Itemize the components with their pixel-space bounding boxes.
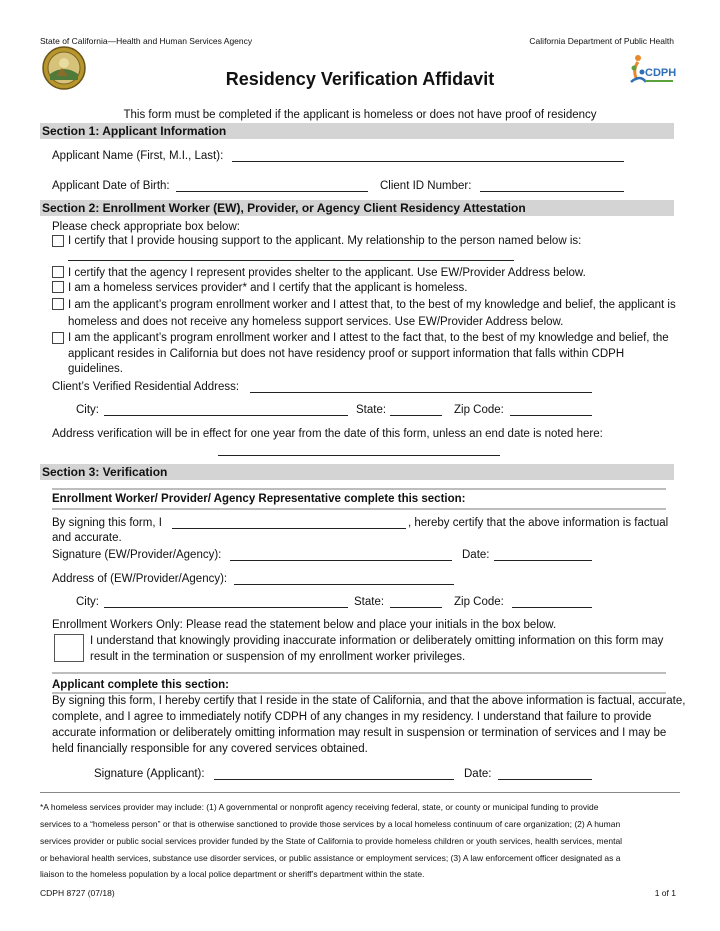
verification-note: Address verification will be in effect for one year from the date of this form, unless an end date is noted here: <box>52 428 603 440</box>
ew-name-field[interactable] <box>172 528 406 529</box>
divider <box>52 508 666 510</box>
footnote-line1: *A homeless services provider may include: (1) A governmental or nonprofit agency receiving federal, state, or county or municipal funding to provide <box>40 802 599 812</box>
form-intro: This form must be completed if the applicant is homeless or does not have proof of residency <box>123 109 597 121</box>
enrollment-worker-resident-label-line1: I am the applicant’s program enrollment worker and I attest to the fact that, to the best of my knowledge and belief, the <box>68 332 669 344</box>
ew-signing-text-line2: and accurate. <box>52 532 122 544</box>
applicant-dob-label: Applicant Date of Birth: <box>52 180 170 192</box>
ew-state-label: State: <box>354 596 385 608</box>
ew-signing-text-start: By signing this form, I <box>52 517 162 529</box>
ew-address-field[interactable] <box>234 584 454 585</box>
ew-statement-line1: I understand that knowingly providing inaccurate information or deliberately omitting information on this form may <box>90 635 664 647</box>
ew-zip-label: Zip Code: <box>454 596 504 608</box>
ew-section-heading: Enrollment Worker/ Provider/ Agency Representative complete this section: <box>52 493 466 505</box>
agency-right: California Department of Public Health <box>529 36 674 46</box>
footnote-divider <box>40 792 680 793</box>
homeless-provider-checkbox[interactable] <box>52 281 64 293</box>
enrollment-worker-homeless-label-line2: homeless and does not receive any homeless support services. Use EW/Provider Address below. <box>68 316 564 328</box>
agency-shelter-checkbox[interactable] <box>52 266 64 278</box>
applicant-signature-field[interactable] <box>214 779 454 780</box>
initials-box[interactable] <box>54 634 84 662</box>
ew-only-instruction: Enrollment Workers Only: Please read the statement below and place your initials in the box below. <box>52 619 557 631</box>
homeless-provider-label: I am a homeless services provider* and I certify that the applicant is homeless. <box>68 282 468 294</box>
section2-header <box>40 200 674 216</box>
ew-date-field[interactable] <box>494 560 592 561</box>
ew-date-label: Date: <box>462 549 490 561</box>
section3-title: Section 3: Verification <box>42 465 168 479</box>
client-address-field[interactable] <box>250 392 592 393</box>
footnote-line3: services provider or public social services provider funded by the State of California to provide homeless children or youth services, health services, mental <box>40 836 623 846</box>
ew-signature-label: Signature (EW/Provider/Agency): <box>52 549 222 561</box>
footnote-line5: liaison to the homeless population by a local police department or sheriff’s department within the state. <box>40 869 425 879</box>
enrollment-worker-resident-label-line3: guidelines. <box>68 363 123 375</box>
state-label: State: <box>356 404 387 416</box>
enrollment-worker-homeless-checkbox[interactable] <box>52 298 64 310</box>
city-field[interactable] <box>104 415 348 416</box>
agency-left: State of California—Health and Human Services Agency <box>40 36 253 46</box>
applicant-statement-line4: held financially responsible for any covered services obtained. <box>52 743 368 755</box>
client-id-label: Client ID Number: <box>380 180 472 192</box>
check-instruction: Please check appropriate box below: <box>52 221 240 233</box>
page-number: 1 of 1 <box>654 888 676 898</box>
footnote-line2: services to a “homeless person” or that is otherwise sanctioned to provide those services by a local homeless continuum of care organization; (2) A human <box>40 819 621 829</box>
applicant-statement-line3: accurate information or deliberately omitting information may result in suspension or termination of services and I may be <box>52 727 667 739</box>
ew-signing-text-end: , hereby certify that the above information is factual <box>408 517 669 529</box>
applicant-dob-field[interactable] <box>176 191 368 192</box>
divider <box>52 488 666 490</box>
zip-label: Zip Code: <box>454 404 504 416</box>
ew-statement-line2: result in the termination or suspension of my enrollment worker privileges. <box>90 651 466 663</box>
applicant-name-label: Applicant Name (First, M.I., Last): <box>52 150 224 162</box>
applicant-statement-line2: complete, and I agree to immediately notify CDPH of any changes in my residency. I understand that failure to provide <box>52 711 652 723</box>
section1-header <box>40 123 674 139</box>
enrollment-worker-resident-label-line2: applicant resides in California but does not have residency proof or support information that falls within CDPH <box>68 348 625 360</box>
applicant-name-field[interactable] <box>232 161 624 162</box>
ew-address-label: Address of (EW/Provider/Agency): <box>52 573 228 585</box>
agency-shelter-label: I certify that the agency I represent provides shelter to the applicant. Use EW/Provider Address below. <box>68 267 586 279</box>
ew-zip-field[interactable] <box>512 607 592 608</box>
housing-support-label: I certify that I provide housing support to the applicant. My relationship to the person named below is: <box>68 235 582 247</box>
section3-header <box>40 464 674 480</box>
client-address-label: Client’s Verified Residential Address: <box>52 381 240 393</box>
divider <box>52 672 666 674</box>
zip-field[interactable] <box>510 415 592 416</box>
form-title: Residency Verification Affidavit <box>225 69 495 89</box>
relationship-field[interactable] <box>68 260 514 261</box>
ew-signature-field[interactable] <box>230 560 452 561</box>
end-date-field[interactable] <box>218 455 500 456</box>
applicant-statement-line1: By signing this form, I hereby certify that I reside in the state of California, and that the above information is factual, accurate, <box>52 695 686 707</box>
form-number: CDPH 8727 (07/18) <box>40 888 115 898</box>
section2-title: Section 2: Enrollment Worker (EW), Provider, or Agency Client Residency Attestation <box>42 201 526 215</box>
section1-title: Section 1: Applicant Information <box>42 124 227 138</box>
svg-text:CDPH: CDPH <box>645 67 676 79</box>
city-label: City: <box>76 404 99 416</box>
state-field[interactable] <box>390 415 442 416</box>
applicant-date-label: Date: <box>464 768 492 780</box>
applicant-date-field[interactable] <box>498 779 592 780</box>
enrollment-worker-resident-checkbox[interactable] <box>52 332 64 344</box>
housing-support-checkbox[interactable] <box>52 235 64 247</box>
ew-city-field[interactable] <box>104 607 348 608</box>
applicant-signature-label: Signature (Applicant): <box>94 768 205 780</box>
ew-city-label: City: <box>76 596 99 608</box>
enrollment-worker-homeless-label-line1: I am the applicant’s program enrollment worker and I attest that, to the best of my knowledge and belief, the applicant is <box>68 299 676 311</box>
applicant-section-heading: Applicant complete this section: <box>52 679 229 691</box>
ew-state-field[interactable] <box>390 607 442 608</box>
client-id-field[interactable] <box>480 191 624 192</box>
footnote-line4: or behavioral health services, substance use disorder services, or public assistance or employment services; (3) A law enforcement officer designated as a <box>40 853 621 863</box>
